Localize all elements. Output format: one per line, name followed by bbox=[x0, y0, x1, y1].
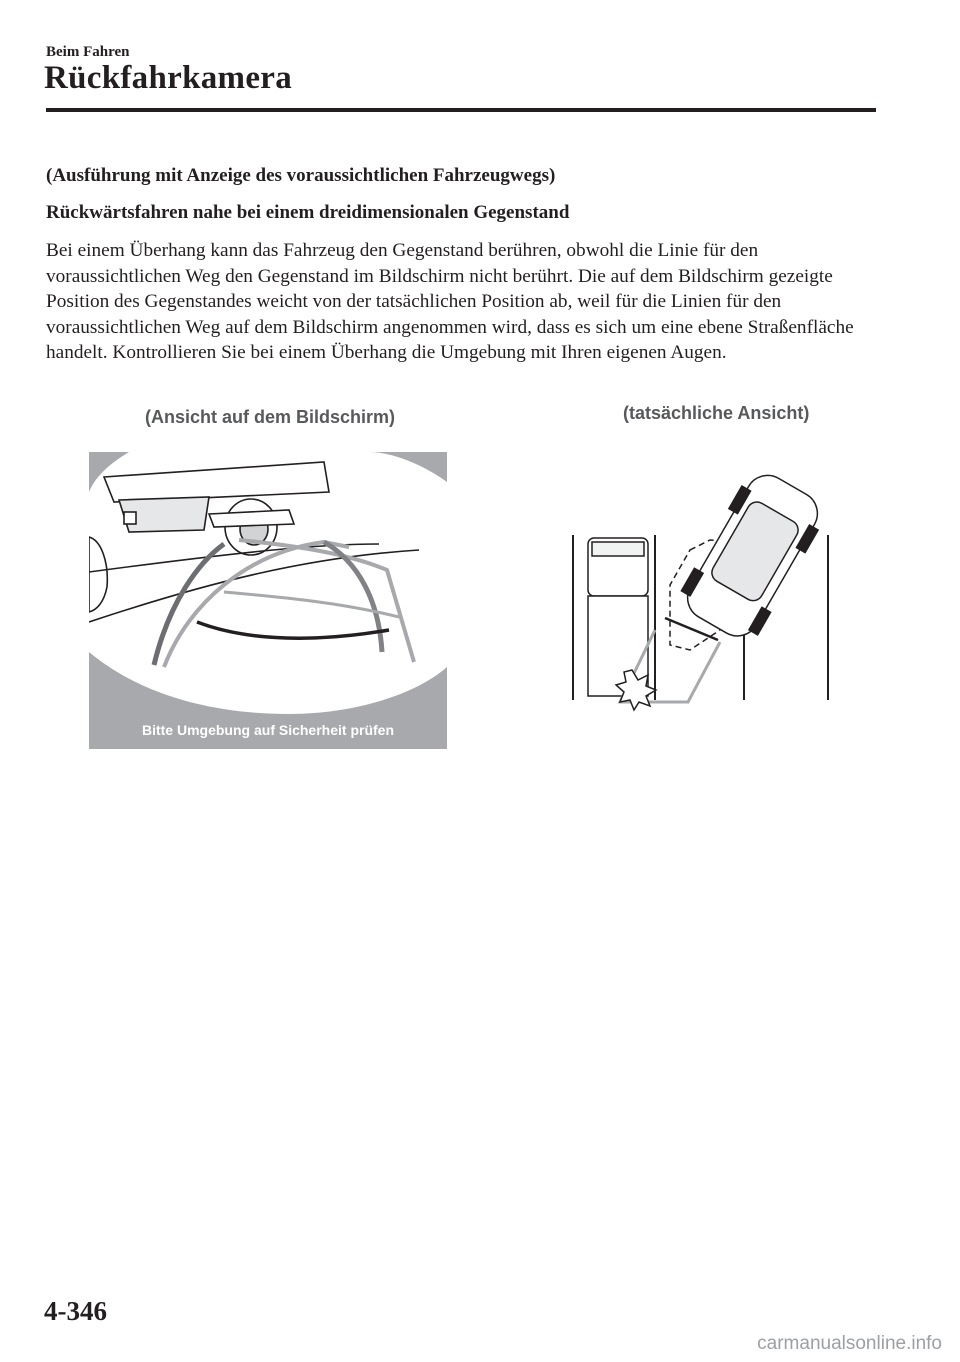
screen-warning-text: Bitte Umgebung auf Sicherheit prüfen bbox=[141, 722, 394, 738]
camera-screen-graphic bbox=[89, 452, 447, 749]
camera-screen-illustration bbox=[89, 452, 447, 749]
page-number: 4-346 bbox=[44, 1296, 107, 1326]
actual-view-illustration bbox=[560, 470, 850, 720]
section-label: Beim Fahren bbox=[46, 44, 130, 60]
subheading-topic: Rückwärtsfahren nahe bei einem dreidimensionalen Gegenstand bbox=[46, 202, 570, 223]
chapter-title: Rückfahrkamera bbox=[44, 60, 293, 96]
body-paragraph: Bei einem Überhang kann das Fahrzeug den Gegenstand berühren, obwohl die Linie für den voraussichtlichen Weg den Gegenstand im Bildschirm nicht berührt. Die auf dem Bildschirm gezeigte Position des Gegenstandes weicht von der tatsächlichen Position ab, weil für die Linien für den voraussichtlichen Weg auf dem Bildschirm angenommen wird, dass es sich um eine ebene Straßenfläche handelt. Kontrollieren Sie bei einem Überhang die Umgebung mit Ihren eigenen Augen. bbox=[46, 240, 854, 363]
actual-view-caption: (tatsächliche Ansicht) bbox=[623, 403, 810, 423]
screen-view-caption: (Ansicht auf dem Bildschirm) bbox=[145, 407, 396, 427]
watermark: carmanualsonline.info bbox=[757, 1333, 942, 1354]
subheading-variant: (Ausführung mit Anzeige des voraussichtlichen Fahrzeugwegs) bbox=[46, 165, 556, 186]
header-rule bbox=[46, 108, 876, 112]
